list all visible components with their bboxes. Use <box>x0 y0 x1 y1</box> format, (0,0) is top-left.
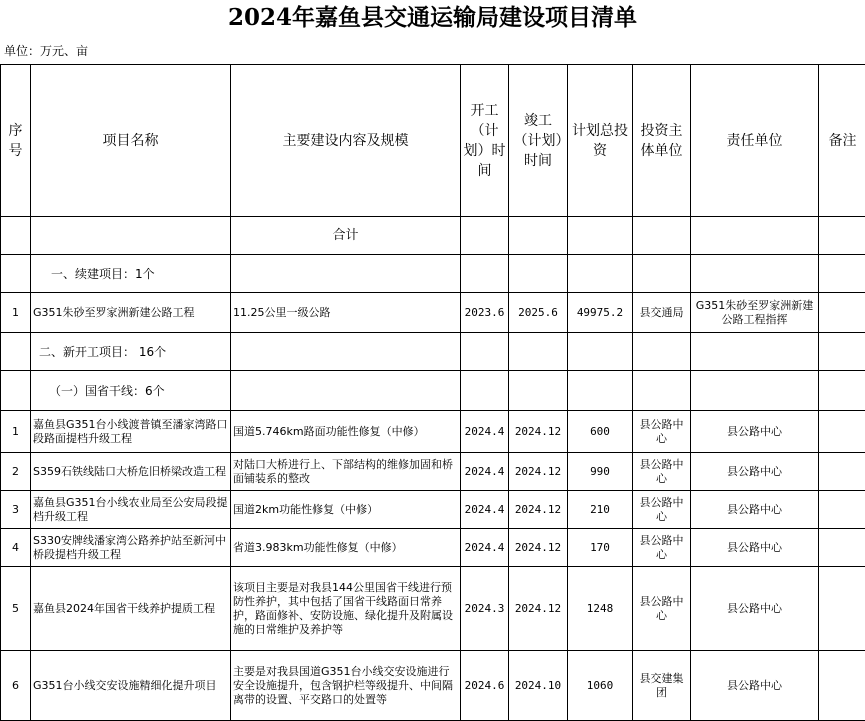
row-invest: 990 <box>568 453 633 491</box>
row-content: 省道3.983km功能性修复（中修） <box>231 529 461 567</box>
row-invest: 600 <box>568 411 633 453</box>
row-investor: 县公路中心 <box>633 453 691 491</box>
table-row <box>1 293 865 333</box>
row-invest: 170 <box>568 529 633 567</box>
row-end: 2024.12 <box>509 491 568 529</box>
row-note <box>819 293 865 333</box>
row-resp: G351朱砂至罗家洲新建公路工程指挥 <box>691 293 819 333</box>
row-investor: 县交建集团 <box>633 651 691 721</box>
row-resp: 县公路中心 <box>691 529 819 567</box>
header-resp: 责任单位 <box>691 65 819 217</box>
row-content: 主要是对我县国道G351台小线交安设施进行安全设施提升，包含钢护栏等级提升、中间隔离带的设置、平交路口的处置等 <box>231 651 461 721</box>
row-start: 2024.4 <box>461 453 509 491</box>
row-invest: 49975.2 <box>568 293 633 333</box>
header-row <box>1 65 865 217</box>
page-title: 2024年嘉鱼县交通运输局建设项目清单 <box>0 0 865 36</box>
section-new: 二、新开工项目： 16个 <box>31 333 231 371</box>
row-investor: 县公路中心 <box>633 567 691 651</box>
header-end: 竣工（计划）时间 <box>509 65 568 217</box>
row-name: S330安牌线潘家湾公路养护站至新河中桥段提档升级工程 <box>31 529 231 567</box>
header-start: 开工（计划）时间 <box>461 65 509 217</box>
row-name: G351台小线交安设施精细化提升项目 <box>31 651 231 721</box>
header-note: 备注 <box>819 65 865 217</box>
row-resp: 县公路中心 <box>691 453 819 491</box>
row-end: 2024.12 <box>509 411 568 453</box>
row-note <box>819 411 865 453</box>
row-resp: 县公路中心 <box>691 411 819 453</box>
row-start: 2024.4 <box>461 529 509 567</box>
row-seq: 1 <box>1 411 31 453</box>
row-content: 该项目主要是对我县144公里国省干线进行预防性养护，其中包括了国省干线路面日常养护，路面修补、安防设施、绿化提升及附属设施的日常维护及养护等 <box>231 567 461 651</box>
row-invest: 210 <box>568 491 633 529</box>
row-start: 2023.6 <box>461 293 509 333</box>
row-start: 2024.4 <box>461 411 509 453</box>
row-start: 2024.3 <box>461 567 509 651</box>
row-end: 2024.12 <box>509 567 568 651</box>
header-content: 主要建设内容及规模 <box>231 65 461 217</box>
row-investor: 县公路中心 <box>633 411 691 453</box>
section-row <box>1 333 865 371</box>
header-name: 项目名称 <box>31 65 231 217</box>
row-name: 嘉鱼县G351台小线渡普镇至潘家湾路口段路面提档升级工程 <box>31 411 231 453</box>
row-note <box>819 651 865 721</box>
table-row <box>1 651 865 721</box>
row-investor: 县公路中心 <box>633 529 691 567</box>
row-content: 国道5.746km路面功能性修复（中修） <box>231 411 461 453</box>
row-investor: 县交通局 <box>633 293 691 333</box>
row-content: 11.25公里一级公路 <box>231 293 461 333</box>
row-start: 2024.4 <box>461 491 509 529</box>
section-continuing: 一、续建项目：1个 <box>31 255 231 293</box>
row-seq: 5 <box>1 567 31 651</box>
header-seq: 序号 <box>1 65 31 217</box>
row-name: S359石铁线陆口大桥危旧桥梁改造工程 <box>31 453 231 491</box>
subsection-highway: （一）国省干线：6个 <box>31 371 231 411</box>
row-resp: 县公路中心 <box>691 567 819 651</box>
project-table <box>0 64 865 721</box>
row-name: 嘉鱼县2024年国省干线养护提质工程 <box>31 567 231 651</box>
subsection-row <box>1 371 865 411</box>
header-invest: 计划总投资 <box>568 65 633 217</box>
row-invest: 1060 <box>568 651 633 721</box>
row-seq: 1 <box>1 293 31 333</box>
row-investor: 县公路中心 <box>633 491 691 529</box>
total-label: 合计 <box>231 217 461 255</box>
table-row <box>1 567 865 651</box>
row-resp: 县公路中心 <box>691 651 819 721</box>
row-seq: 6 <box>1 651 31 721</box>
section-row <box>1 255 865 293</box>
row-end: 2025.6 <box>509 293 568 333</box>
row-end: 2024.10 <box>509 651 568 721</box>
table-row <box>1 491 865 529</box>
row-name: 嘉鱼县G351台小线农业局至公安局段提档升级工程 <box>31 491 231 529</box>
row-note <box>819 567 865 651</box>
header-investor: 投资主体单位 <box>633 65 691 217</box>
row-seq: 2 <box>1 453 31 491</box>
row-note <box>819 453 865 491</box>
row-note <box>819 529 865 567</box>
table-row <box>1 453 865 491</box>
row-content: 国道2km功能性修复（中修） <box>231 491 461 529</box>
table-row <box>1 529 865 567</box>
row-end: 2024.12 <box>509 453 568 491</box>
unit-label: 单位：万元、亩 <box>4 42 88 59</box>
row-start: 2024.6 <box>461 651 509 721</box>
row-resp: 县公路中心 <box>691 491 819 529</box>
row-seq: 4 <box>1 529 31 567</box>
row-invest: 1248 <box>568 567 633 651</box>
row-note <box>819 491 865 529</box>
table-row <box>1 411 865 453</box>
row-seq: 3 <box>1 491 31 529</box>
total-row <box>1 217 865 255</box>
row-end: 2024.12 <box>509 529 568 567</box>
row-content: 对陆口大桥进行上、下部结构的维修加固和桥面铺装系的整改 <box>231 453 461 491</box>
row-name: G351朱砂至罗家洲新建公路工程 <box>31 293 231 333</box>
